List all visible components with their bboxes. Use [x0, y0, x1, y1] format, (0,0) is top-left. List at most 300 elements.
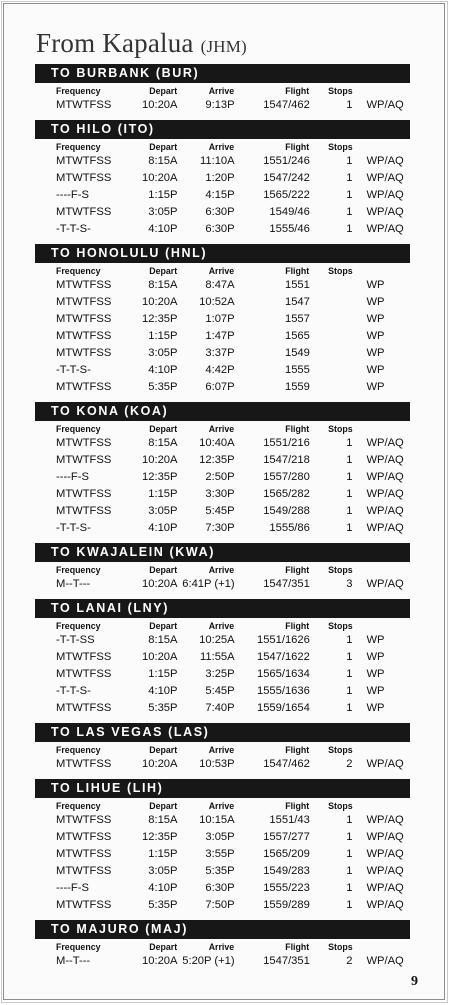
- cell-flight: 1551: [284, 279, 310, 291]
- cell-arrive: 3:25P: [205, 668, 235, 680]
- cell-service: WP/AQ: [366, 488, 404, 500]
- cell-frequency: MTWTFSS: [56, 330, 112, 342]
- cell-stops: 1: [346, 899, 353, 911]
- cell-flight: 1559/1654: [256, 702, 310, 714]
- column-header-stops: Stops: [328, 942, 353, 952]
- cell-stops: 1: [346, 172, 353, 184]
- column-header-depart: Depart: [149, 801, 178, 811]
- column-header-frequency: Frequency: [56, 801, 101, 811]
- cell-flight: 1547/351: [263, 578, 310, 590]
- flight-row: [35, 503, 410, 520]
- flight-row: [35, 486, 410, 503]
- cell-service: WP/AQ: [366, 899, 404, 911]
- cell-stops: 1: [346, 471, 353, 483]
- cell-flight: 1555/86: [269, 522, 310, 534]
- cell-flight: 1549/288: [263, 505, 310, 517]
- cell-frequency: MTWTFSS: [56, 488, 112, 500]
- flight-row: [35, 683, 410, 700]
- cell-arrive: 5:45P: [205, 685, 235, 697]
- column-header-row: [35, 618, 410, 632]
- cell-frequency: MTWTFSS: [56, 296, 112, 308]
- cell-service: WP: [366, 702, 385, 714]
- cell-service: WP: [366, 364, 385, 376]
- column-header-stops: Stops: [328, 621, 353, 631]
- column-header-arrive: Arrive: [208, 266, 235, 276]
- flight-row: [35, 277, 410, 294]
- cell-service: WP: [366, 279, 385, 291]
- column-header-row: [35, 83, 410, 97]
- cell-flight: 1555: [284, 364, 310, 376]
- cell-arrive: 7:30P: [205, 522, 235, 534]
- cell-stops: [310, 362, 353, 379]
- cell-flight: 1547/462: [263, 99, 310, 111]
- destination-header: TO LAS VEGAS (LAS): [35, 723, 410, 742]
- cell-arrive: 6:41P (+1): [182, 578, 235, 590]
- destination-header: TO KWAJALEIN (KWA): [35, 543, 410, 562]
- flight-row: [35, 649, 410, 666]
- cell-arrive: 10:53P: [199, 758, 235, 770]
- cell-arrive: 10:25A: [199, 634, 235, 646]
- cell-frequency: MTWTFSS: [56, 831, 112, 843]
- column-header-service: [353, 139, 410, 153]
- timetable: [35, 64, 410, 976]
- cell-depart: 10:20A: [142, 651, 178, 663]
- flight-row: [35, 294, 410, 311]
- cell-depart: 1:15P: [148, 668, 178, 680]
- cell-service: WP: [366, 296, 385, 308]
- cell-frequency: MTWTFSS: [56, 172, 112, 184]
- cell-depart: 5:35P: [148, 381, 178, 393]
- cell-service: WP/AQ: [366, 437, 404, 449]
- cell-arrive: 3:30P: [205, 488, 235, 500]
- cell-arrive: 12:35P: [199, 454, 235, 466]
- cell-service: WP/AQ: [366, 848, 404, 860]
- column-header-depart: Depart: [149, 565, 178, 575]
- cell-service: WP/AQ: [366, 955, 404, 967]
- cell-flight: 1565/1634: [256, 668, 310, 680]
- cell-depart: 4:10P: [148, 685, 178, 697]
- flight-row: [35, 221, 410, 238]
- cell-arrive: 10:15A: [199, 814, 235, 826]
- flight-row: [35, 311, 410, 328]
- cell-stops: 1: [346, 685, 353, 697]
- cell-service: WP: [366, 651, 385, 663]
- cell-service: WP/AQ: [366, 578, 404, 590]
- column-header-depart: Depart: [149, 621, 178, 631]
- cell-arrive: 1:20P: [205, 172, 235, 184]
- flight-row: [35, 863, 410, 880]
- cell-flight: 1555/1636: [256, 685, 310, 697]
- destination-header: TO HILO (ITO): [35, 120, 410, 139]
- cell-frequency: ----F-S: [56, 189, 89, 201]
- cell-depart: 8:15A: [148, 155, 178, 167]
- flight-row: [35, 897, 410, 914]
- cell-arrive: 5:20P (+1): [182, 955, 235, 967]
- column-header-arrive: Arrive: [208, 801, 235, 811]
- cell-arrive: 6:30P: [205, 223, 235, 235]
- cell-frequency: MTWTFSS: [56, 347, 112, 359]
- flight-row: [35, 170, 410, 187]
- cell-frequency: MTWTFSS: [56, 505, 112, 517]
- cell-stops: 1: [346, 702, 353, 714]
- cell-depart: 4:10P: [148, 364, 178, 376]
- column-header-stops: Stops: [328, 266, 353, 276]
- cell-stops: 1: [346, 206, 353, 218]
- flight-row: [35, 846, 410, 863]
- cell-arrive: 7:40P: [205, 702, 235, 714]
- cell-frequency: MTWTFSS: [56, 848, 112, 860]
- cell-depart: 4:10P: [148, 522, 178, 534]
- column-header-row: [35, 742, 410, 756]
- flight-row: [35, 452, 410, 469]
- cell-depart: 1:15P: [148, 488, 178, 500]
- cell-service: WP/AQ: [366, 831, 404, 843]
- column-header-flight: Flight: [285, 942, 310, 952]
- cell-arrive: 3:05P: [205, 831, 235, 843]
- column-header-row: [35, 263, 410, 277]
- cell-depart: 3:05P: [148, 505, 178, 517]
- cell-stops: [310, 328, 353, 345]
- cell-flight: 1547/218: [263, 454, 310, 466]
- cell-depart: 8:15A: [148, 634, 178, 646]
- cell-frequency: MTWTFSS: [56, 758, 112, 770]
- column-header-service: [353, 798, 410, 812]
- column-header-row: [35, 139, 410, 153]
- route-section: [35, 779, 410, 914]
- column-header-stops: Stops: [328, 86, 353, 96]
- cell-stops: 2: [346, 758, 353, 770]
- column-header-arrive: Arrive: [208, 424, 235, 434]
- column-header-frequency: Frequency: [56, 565, 101, 575]
- flight-row: [35, 153, 410, 170]
- route-section: [35, 402, 410, 537]
- flight-row: [35, 756, 410, 773]
- cell-depart: 12:35P: [142, 831, 178, 843]
- cell-arrive: 11:55A: [199, 651, 235, 663]
- destination-header: TO KONA (KOA): [35, 402, 410, 421]
- cell-stops: 1: [346, 831, 353, 843]
- cell-depart: 4:10P: [148, 223, 178, 235]
- route-section: [35, 120, 410, 238]
- cell-flight: 1555/223: [263, 882, 310, 894]
- cell-service: WP/AQ: [366, 206, 404, 218]
- cell-service: WP/AQ: [366, 172, 404, 184]
- column-header-depart: Depart: [149, 942, 178, 952]
- cell-flight: 1557: [284, 313, 310, 325]
- cell-service: WP/AQ: [366, 223, 404, 235]
- flight-row: [35, 469, 410, 486]
- cell-frequency: MTWTFSS: [56, 437, 112, 449]
- cell-arrive: 6:07P: [205, 381, 235, 393]
- cell-stops: 1: [346, 522, 353, 534]
- cell-service: WP: [366, 313, 385, 325]
- cell-flight: 1547/1622: [256, 651, 310, 663]
- column-header-flight: Flight: [285, 266, 310, 276]
- destination-header: TO HONOLULU (HNL): [35, 244, 410, 263]
- cell-service: WP/AQ: [366, 454, 404, 466]
- cell-frequency: -T-T-S-: [56, 522, 91, 534]
- column-header-arrive: Arrive: [208, 745, 235, 755]
- flight-row: [35, 666, 410, 683]
- route-section: [35, 543, 410, 593]
- cell-arrive: 5:35P: [205, 865, 235, 877]
- flight-row: [35, 187, 410, 204]
- column-header-arrive: Arrive: [208, 942, 235, 952]
- cell-flight: 1547/242: [263, 172, 310, 184]
- column-header-service: [353, 263, 410, 277]
- cell-arrive: 10:52A: [199, 296, 235, 308]
- cell-stops: 1: [346, 814, 353, 826]
- cell-depart: 10:20A: [142, 99, 178, 111]
- flight-row: [35, 97, 410, 114]
- cell-depart: 3:05P: [148, 865, 178, 877]
- flight-row: [35, 953, 410, 970]
- route-section: [35, 920, 410, 970]
- page-title-text: From Kapalua: [36, 28, 194, 58]
- cell-frequency: -T-T-S-: [56, 223, 91, 235]
- cell-stops: [310, 277, 353, 294]
- cell-frequency: MTWTFSS: [56, 279, 112, 291]
- flight-row: [35, 576, 410, 593]
- cell-depart: 10:20A: [142, 578, 178, 590]
- column-header-arrive: Arrive: [208, 142, 235, 152]
- cell-frequency: MTWTFSS: [56, 454, 112, 466]
- cell-frequency: ----F-S: [56, 882, 89, 894]
- cell-depart: 8:15A: [148, 279, 178, 291]
- cell-frequency: -T-T-SS: [56, 634, 95, 646]
- column-header-flight: Flight: [285, 621, 310, 631]
- cell-service: WP: [366, 668, 385, 680]
- cell-stops: 1: [346, 155, 353, 167]
- cell-stops: 1: [346, 882, 353, 894]
- cell-flight: 1549/46: [269, 206, 310, 218]
- cell-frequency: M--T---: [56, 955, 91, 967]
- cell-stops: 1: [346, 668, 353, 680]
- cell-flight: 1547: [284, 296, 310, 308]
- column-header-arrive: Arrive: [208, 565, 235, 575]
- cell-arrive: 6:30P: [205, 882, 235, 894]
- column-header-depart: Depart: [149, 424, 178, 434]
- cell-stops: [310, 345, 353, 362]
- cell-arrive: 3:55P: [205, 848, 235, 860]
- cell-arrive: 5:45P: [205, 505, 235, 517]
- cell-frequency: -T-T-S-: [56, 685, 91, 697]
- cell-flight: 1557/277: [263, 831, 310, 843]
- column-header-depart: Depart: [149, 142, 178, 152]
- cell-flight: 1565: [284, 330, 310, 342]
- column-header-stops: Stops: [328, 424, 353, 434]
- cell-arrive: 3:37P: [205, 347, 235, 359]
- cell-arrive: 8:47A: [205, 279, 235, 291]
- cell-flight: 1547/351: [263, 955, 310, 967]
- cell-frequency: MTWTFSS: [56, 668, 112, 680]
- column-header-stops: Stops: [328, 142, 353, 152]
- cell-flight: 1549: [284, 347, 310, 359]
- cell-depart: 3:05P: [148, 347, 178, 359]
- cell-service: WP/AQ: [366, 758, 404, 770]
- cell-arrive: 1:47P: [205, 330, 235, 342]
- cell-service: WP/AQ: [366, 522, 404, 534]
- cell-depart: 12:35P: [142, 471, 178, 483]
- column-header-depart: Depart: [149, 266, 178, 276]
- cell-service: WP/AQ: [366, 882, 404, 894]
- column-header-row: [35, 798, 410, 812]
- column-header-frequency: Frequency: [56, 621, 101, 631]
- column-header-service: [353, 742, 410, 756]
- destination-header: TO LANAI (LNY): [35, 599, 410, 618]
- flight-row: [35, 632, 410, 649]
- cell-service: WP/AQ: [366, 471, 404, 483]
- column-header-stops: Stops: [328, 801, 353, 811]
- cell-stops: 3: [346, 578, 353, 590]
- cell-stops: 1: [346, 488, 353, 500]
- cell-flight: 1551/1626: [256, 634, 310, 646]
- flight-row: [35, 700, 410, 717]
- column-header-arrive: Arrive: [208, 621, 235, 631]
- cell-frequency: MTWTFSS: [56, 155, 112, 167]
- column-header-service: [353, 421, 410, 435]
- cell-stops: 1: [346, 848, 353, 860]
- cell-flight: 1551/246: [263, 155, 310, 167]
- cell-service: WP/AQ: [366, 814, 404, 826]
- column-header-frequency: Frequency: [56, 745, 101, 755]
- cell-service: WP: [366, 685, 385, 697]
- cell-stops: [310, 294, 353, 311]
- cell-flight: 1549/283: [263, 865, 310, 877]
- cell-flight: 1565/209: [263, 848, 310, 860]
- column-header-frequency: Frequency: [56, 266, 101, 276]
- flight-row: [35, 362, 410, 379]
- column-header-arrive: Arrive: [208, 86, 235, 96]
- cell-depart: 10:20A: [142, 955, 178, 967]
- cell-frequency: -T-T-S-: [56, 364, 91, 376]
- cell-arrive: 2:50P: [205, 471, 235, 483]
- cell-arrive: 10:40A: [199, 437, 235, 449]
- column-header-flight: Flight: [285, 745, 310, 755]
- column-header-service: [353, 562, 410, 576]
- cell-stops: 1: [346, 454, 353, 466]
- flight-row: [35, 345, 410, 362]
- cell-service: WP: [366, 330, 385, 342]
- cell-depart: 8:15A: [148, 437, 178, 449]
- cell-stops: [310, 311, 353, 328]
- cell-service: WP/AQ: [366, 189, 404, 201]
- column-header-flight: Flight: [285, 801, 310, 811]
- flight-row: [35, 520, 410, 537]
- column-header-frequency: Frequency: [56, 942, 101, 952]
- cell-depart: 3:05P: [148, 206, 178, 218]
- column-header-frequency: Frequency: [56, 424, 101, 434]
- cell-flight: 1551/43: [269, 814, 310, 826]
- cell-frequency: M--T---: [56, 578, 91, 590]
- cell-stops: 1: [346, 189, 353, 201]
- cell-stops: 1: [346, 634, 353, 646]
- cell-depart: 8:15A: [148, 814, 178, 826]
- cell-arrive: 4:15P: [205, 189, 235, 201]
- column-header-flight: Flight: [285, 424, 310, 434]
- cell-service: WP: [366, 634, 385, 646]
- cell-flight: 1555/46: [269, 223, 310, 235]
- cell-frequency: MTWTFSS: [56, 313, 112, 325]
- cell-stops: 1: [346, 437, 353, 449]
- flight-row: [35, 379, 410, 396]
- cell-stops: 1: [346, 223, 353, 235]
- cell-frequency: MTWTFSS: [56, 381, 112, 393]
- cell-service: WP/AQ: [366, 865, 404, 877]
- cell-depart: 12:35P: [142, 313, 178, 325]
- route-section: [35, 723, 410, 773]
- cell-frequency: MTWTFSS: [56, 702, 112, 714]
- column-header-depart: Depart: [149, 745, 178, 755]
- column-header-stops: Stops: [328, 745, 353, 755]
- cell-service: WP: [366, 347, 385, 359]
- cell-arrive: 11:10A: [199, 155, 235, 167]
- cell-depart: 5:35P: [148, 899, 178, 911]
- cell-stops: 1: [346, 865, 353, 877]
- flight-row: [35, 829, 410, 846]
- cell-depart: 5:35P: [148, 702, 178, 714]
- cell-flight: 1559: [284, 381, 310, 393]
- route-section: [35, 244, 410, 396]
- cell-flight: 1551/216: [263, 437, 310, 449]
- cell-depart: 4:10P: [148, 882, 178, 894]
- cell-depart: 10:20A: [142, 758, 178, 770]
- destination-header: TO BURBANK (BUR): [35, 64, 410, 83]
- cell-frequency: MTWTFSS: [56, 206, 112, 218]
- cell-depart: 1:15P: [148, 848, 178, 860]
- cell-depart: 10:20A: [142, 296, 178, 308]
- cell-depart: 1:15P: [148, 330, 178, 342]
- destination-header: TO LIHUE (LIH): [35, 779, 410, 798]
- column-header-service: [353, 618, 410, 632]
- cell-frequency: MTWTFSS: [56, 865, 112, 877]
- column-header-stops: Stops: [328, 565, 353, 575]
- column-header-flight: Flight: [285, 565, 310, 575]
- cell-frequency: MTWTFSS: [56, 814, 112, 826]
- cell-service: WP/AQ: [366, 99, 404, 111]
- cell-service: WP/AQ: [366, 505, 404, 517]
- column-header-frequency: Frequency: [56, 142, 101, 152]
- cell-arrive: 9:13P: [205, 99, 235, 111]
- page-title: [36, 28, 247, 59]
- cell-depart: 10:20A: [142, 454, 178, 466]
- page-number: 9: [411, 974, 418, 989]
- cell-flight: 1565/282: [263, 488, 310, 500]
- column-header-row: [35, 562, 410, 576]
- cell-flight: 1547/462: [263, 758, 310, 770]
- flight-row: [35, 812, 410, 829]
- route-section: [35, 64, 410, 114]
- cell-depart: 10:20A: [142, 172, 178, 184]
- cell-service: WP/AQ: [366, 155, 404, 167]
- cell-arrive: 6:30P: [205, 206, 235, 218]
- cell-flight: 1559/289: [263, 899, 310, 911]
- column-header-service: [353, 83, 410, 97]
- route-section: [35, 599, 410, 717]
- cell-service: WP: [366, 381, 385, 393]
- cell-flight: 1557/280: [263, 471, 310, 483]
- cell-stops: 1: [346, 651, 353, 663]
- flight-row: [35, 880, 410, 897]
- cell-frequency: ----F-S: [56, 471, 89, 483]
- cell-stops: 1: [346, 99, 353, 111]
- flight-row: [35, 204, 410, 221]
- cell-arrive: 4:42P: [205, 364, 235, 376]
- column-header-depart: Depart: [149, 86, 178, 96]
- column-header-row: [35, 421, 410, 435]
- cell-stops: 1: [346, 505, 353, 517]
- cell-arrive: 7:50P: [205, 899, 235, 911]
